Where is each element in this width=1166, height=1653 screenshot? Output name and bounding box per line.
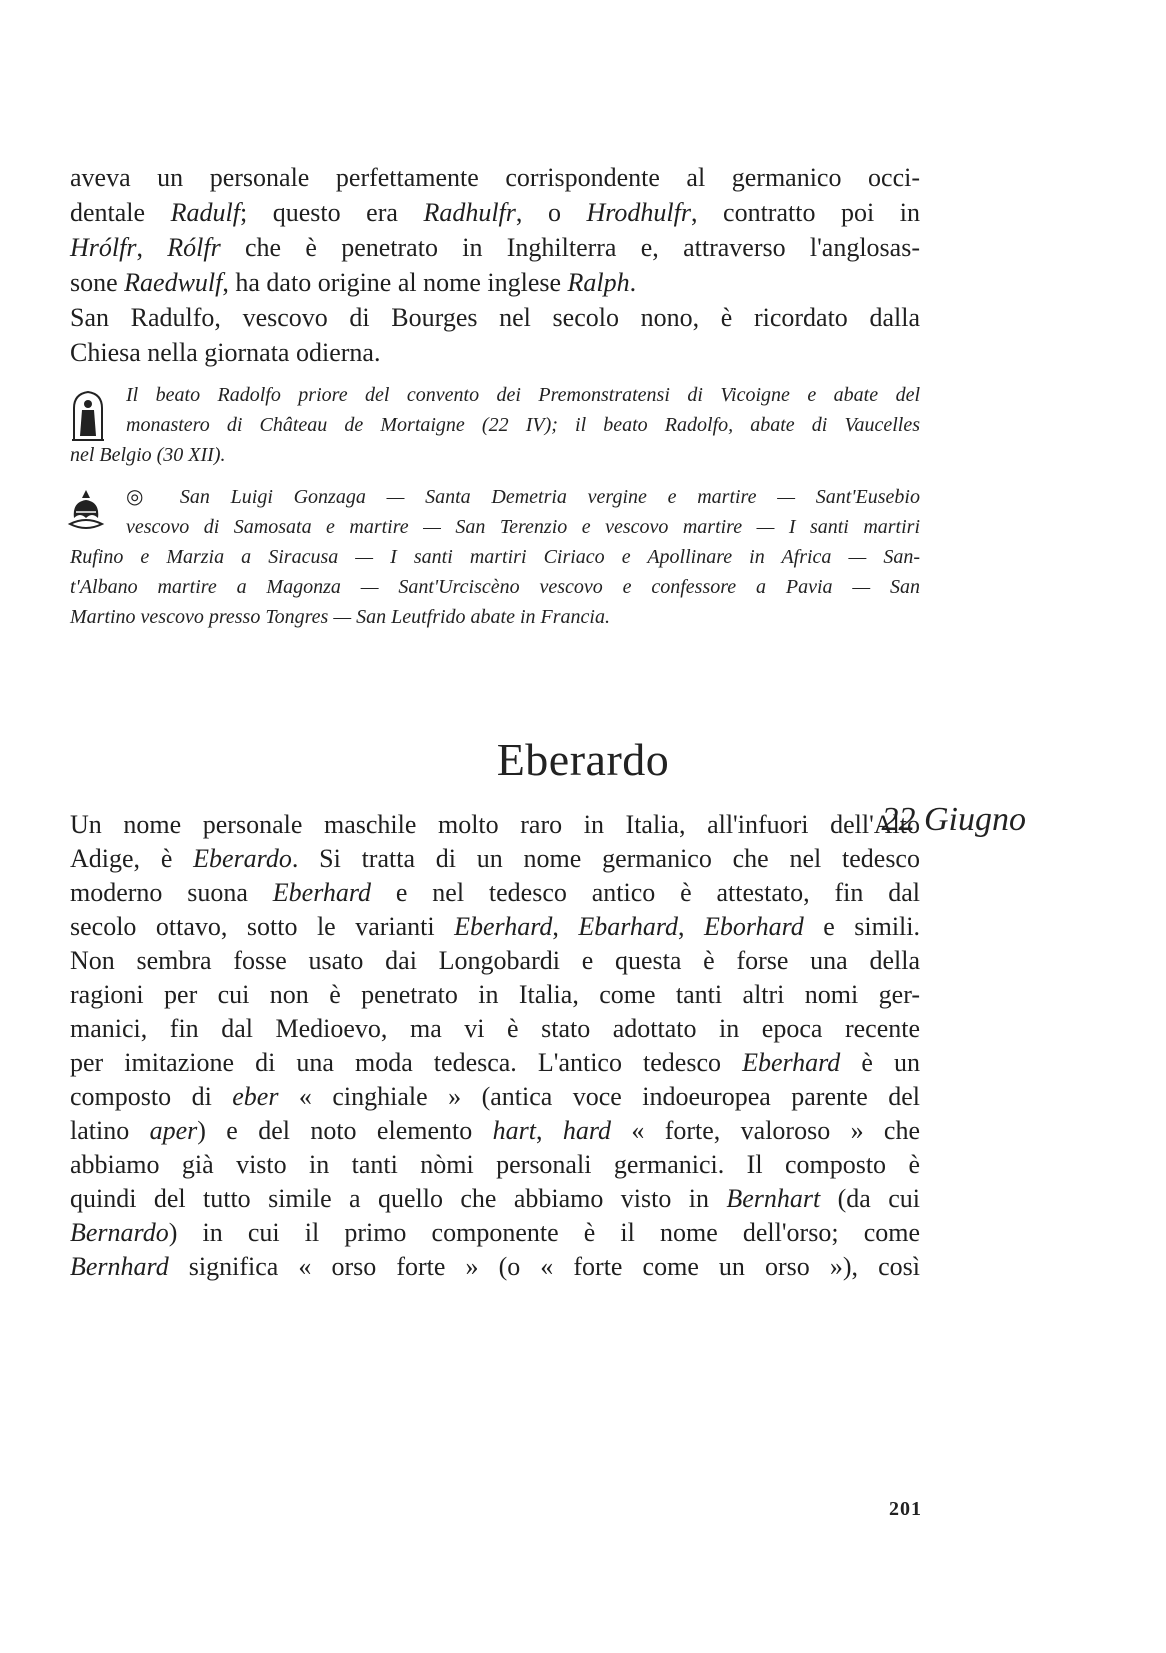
text-run: moderno suona: [70, 878, 273, 907]
text-run: , contratto poi in: [691, 198, 920, 227]
text-run: , ha dato origine al nome inglese: [222, 268, 568, 297]
text-run: sone: [70, 268, 125, 297]
text-run: latino: [70, 1116, 150, 1145]
italic-term: Bernhard: [70, 1252, 169, 1281]
text-run: Adige, è: [70, 844, 194, 873]
text-run: aveva un personale perfettamente corrispondente al germanico occi-: [70, 163, 920, 192]
text-line: [70, 195, 920, 230]
text-run: ,: [678, 912, 705, 941]
text-line: [70, 1250, 920, 1284]
text-run: .: [629, 268, 637, 297]
text-run: e simili.: [803, 912, 921, 941]
text-run: per imitazione di una moda tedesca. L'antico tedesco: [70, 1048, 743, 1077]
note-line: t'Albano martire a Magonza — Sant'Urciscèno vescovo e confessore a Pavia — San: [70, 576, 920, 598]
feast-date: 22 Giugno: [881, 801, 1026, 838]
text-run: manici, fin dal Medioevo, ma vi è stato adottato in epoca recente: [70, 1014, 920, 1043]
text-line: [70, 1046, 920, 1080]
text-line: [70, 335, 920, 370]
italic-term: Eberhard: [272, 878, 372, 907]
text-line: [70, 300, 920, 335]
text-run: quindi del tutto simile a quello che abbiamo visto in: [70, 1184, 727, 1213]
italic-term: Bernardo: [70, 1218, 169, 1247]
text-run: composto di: [70, 1082, 233, 1111]
text-line: [70, 1182, 920, 1216]
note-line: Martino vescovo presso Tongres — San Leutfrido abate in Francia.: [70, 606, 610, 628]
text-line: [70, 1012, 920, 1046]
note-line: vescovo di Samosata e martire — San Terenzio e vescovo martire — I santi martiri: [126, 516, 920, 538]
text-run: San Radulfo, vescovo di Bourges nel secolo nono, è ricordato dalla: [70, 303, 920, 332]
text-run: ,: [535, 1116, 563, 1145]
text-run: e nel tedesco antico è attestato, fin dal: [371, 878, 920, 907]
text-run: (da cui: [820, 1184, 920, 1213]
text-line: [70, 230, 920, 265]
text-run: . Si tratta di un nome germanico che nel tedesco: [291, 844, 920, 873]
text-line: [70, 1080, 920, 1114]
top-paragraph: [70, 160, 920, 300]
text-run: ) e del noto elemento: [197, 1116, 493, 1145]
beati-note: [70, 380, 920, 470]
italic-term: Radulf: [170, 198, 240, 227]
text-line: [70, 1148, 920, 1182]
text-run: Chiesa nella giornata odierna.: [70, 338, 381, 367]
note-line: Il beato Radolfo priore del convento dei Premonstratensi di Vicoigne e abate del: [126, 384, 920, 406]
italic-term: Rólfr: [167, 233, 221, 262]
text-line: [70, 1114, 920, 1148]
text-run: ragioni per cui non è penetrato in Italia, come tanti altri nomi ger-: [70, 980, 920, 1009]
text-line: [70, 910, 920, 944]
italic-term: eber: [232, 1082, 279, 1111]
text-run: ) in cui il primo componente è il nome dell'orso; come: [168, 1218, 920, 1247]
italic-term: Ebarhard: [578, 912, 679, 941]
text-line: [70, 842, 920, 876]
italic-term: Eborhard: [704, 912, 804, 941]
italic-term: Bernhart: [726, 1184, 821, 1213]
text-run: « forte, valoroso » che: [610, 1116, 921, 1145]
italic-term: Radhulfr: [423, 198, 516, 227]
italic-term: Hrólfr: [70, 233, 137, 262]
note-line: ◎ San Luigi Gonzaga — Santa Demetria vergine e martire — Sant'Eusebio: [126, 486, 920, 508]
italic-term: Eberhard: [454, 912, 553, 941]
text-line: [70, 808, 920, 842]
note-line: Rufino e Marzia a Siracusa — I santi martiri Ciriaco e Apollinare in Africa — San-: [70, 546, 920, 568]
text-run: « cinghiale » (antica voce indoeuropea parente del: [278, 1082, 920, 1111]
text-line: [70, 1216, 920, 1250]
text-run: ; questo era: [239, 198, 424, 227]
text-line: [70, 978, 920, 1012]
italic-term: Ralph: [567, 268, 630, 297]
text-run: è un: [840, 1048, 920, 1077]
text-line: [70, 944, 920, 978]
text-run: secolo ottavo, sotto le varianti: [70, 912, 455, 941]
italic-term: aper: [149, 1116, 198, 1145]
text-line: [70, 160, 920, 195]
note-line: nel Belgio (30 XII).: [70, 444, 226, 466]
text-line: [70, 876, 920, 910]
italic-term: Eberardo: [193, 844, 292, 873]
italic-term: Hrodhulfr: [586, 198, 691, 227]
second-paragraph: [70, 300, 920, 370]
text-run: ,: [136, 233, 168, 262]
text-run: che è penetrato in Inghilterra e, attraverso l'anglosas-: [220, 233, 920, 262]
italic-term: Raedwulf: [124, 268, 223, 297]
text-run: abbiamo già visto in tanti nòmi personali germanici. Il composto è: [70, 1150, 920, 1179]
main-paragraph: [70, 808, 920, 1284]
section-title: Eberardo: [496, 734, 670, 785]
text-run: dentale: [70, 198, 171, 227]
text-run: significa « orso forte » (o « forte come un orso »), così: [168, 1252, 920, 1281]
text-run: , o: [515, 198, 587, 227]
note-line: monastero di Château de Mortaigne (22 IV); il beato Radolfo, abate di Vaucelles: [126, 414, 920, 436]
italic-term: Eberhard: [742, 1048, 841, 1077]
italic-term: hard: [562, 1116, 611, 1145]
text-run: ,: [552, 912, 579, 941]
italic-term: hart: [492, 1116, 536, 1145]
saints-note: [70, 482, 920, 632]
text-run: Un nome personale maschile molto raro in Italia, all'infuori dell'Alto: [70, 810, 920, 839]
page-number: 201: [889, 1498, 922, 1520]
text-line: [70, 265, 920, 300]
text-run: Non sembra fosse usato dai Longobardi e questa è forse una della: [70, 946, 920, 975]
